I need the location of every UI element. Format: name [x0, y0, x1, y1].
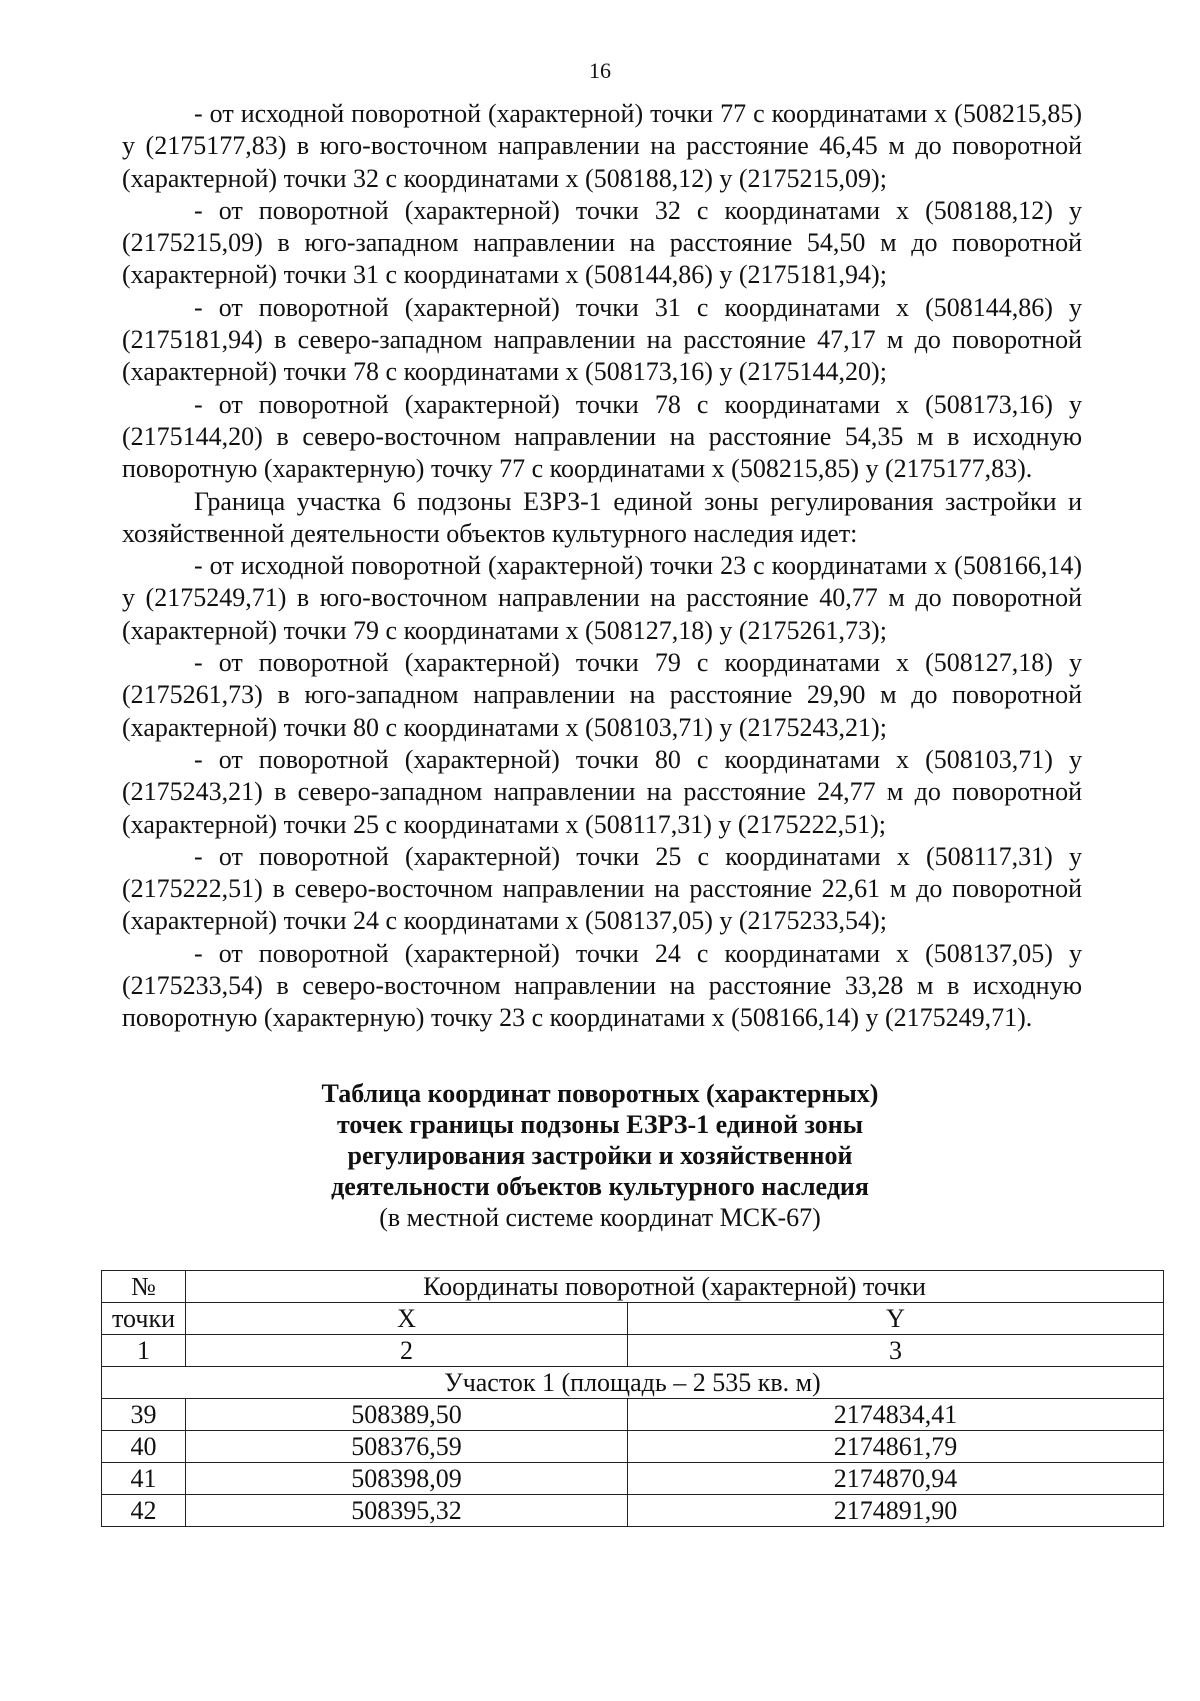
coord-x: 508398,09 — [186, 1463, 628, 1495]
table-header-row — [102, 1303, 1164, 1335]
table-row — [102, 1463, 1164, 1495]
header-y: Y — [628, 1303, 1164, 1335]
table-title-line: регулирования застройки и хозяйственной — [347, 1141, 853, 1170]
header-point-number-label: точки — [102, 1303, 186, 1335]
paragraph: - от поворотной (характерной) точки 24 с координатами х (508137,05) у (2175233,54) в северо-восточном направлении на расстояние 33,28 м в исходную поворотную (характерную) точку 23 с координатами х (508166,14) у (2175249,71). — [122, 938, 1082, 1033]
paragraph: - от поворотной (характерной) точки 32 с координатами х (508188,12) у (2175215,09) в юго-западном направлении на расстояние 54,50 м до поворотной (характерной) точки 31 с координатами х (508144,86) у (2175181,94); — [122, 195, 1082, 290]
table-row — [102, 1399, 1164, 1431]
coord-x: 508376,59 — [186, 1431, 628, 1463]
coord-y: 2174834,41 — [628, 1399, 1164, 1431]
coord-y: 2174870,94 — [628, 1463, 1164, 1495]
paragraph: - от исходной поворотной (характерной) точки 23 с координатами х (508166,14) у (2175249,71) в юго-восточном направлении на расстояние 40,77 м до поворотной (характерной) точки 79 с координатами х (508127,18) у (2175261,73); — [122, 551, 1082, 645]
column-number: 1 — [102, 1335, 186, 1367]
coord-y: 2174891,90 — [628, 1495, 1164, 1527]
paragraph: Граница участка 6 подзоны ЕЗРЗ-1 единой зоны регулирования застройки и хозяйственной деятельности объектов культурного наследия идет: — [122, 486, 1082, 548]
paragraph: - от поворотной (характерной) точки 25 с координатами х (508117,31) у (2175222,51) в северо-восточном направлении на расстояние 22,61 м до поворотной (характерной) точки 24 с координатами х (508137,05) у (2175233,54); — [122, 841, 1082, 936]
point-number: 39 — [102, 1399, 186, 1431]
paragraph: - от поворотной (характерной) точки 31 с координатами х (508144,86) у (2175181,94) в северо-западном направлении на расстояние 47,17 м до поворотной (характерной) точки 78 с координатами х (508173,16) у (2175144,20); — [122, 292, 1082, 387]
table-heading — [0, 1078, 1200, 1233]
coord-y: 2174861,79 — [628, 1431, 1164, 1463]
header-x: X — [186, 1303, 628, 1335]
section-row — [102, 1367, 1164, 1399]
coord-x: 508389,50 — [186, 1399, 628, 1431]
coordinates-table — [101, 1270, 1164, 1527]
column-number: 2 — [186, 1335, 628, 1367]
point-number: 40 — [102, 1431, 186, 1463]
section-label: Участок 1 (площадь – 2 535 кв. м) — [102, 1367, 1164, 1399]
column-number: 3 — [628, 1335, 1164, 1367]
header-coordinates: Координаты поворотной (характерной) точки — [186, 1271, 1164, 1303]
table-title-line: точек границы подзоны ЕЗРЗ-1 единой зоны — [336, 1110, 864, 1139]
point-number: 41 — [102, 1463, 186, 1495]
paragraph: - от поворотной (характерной) точки 78 с координатами х (508173,16) у (2175144,20) в северо-восточном направлении на расстояние 54,35 м в исходную поворотную (характерную) точку 77 с координатами х (508215,85) у (2175177,83). — [122, 389, 1082, 484]
table-row — [102, 1431, 1164, 1463]
table-title-line: Таблица координат поворотных (характерных) — [321, 1079, 879, 1108]
table-header-row — [102, 1271, 1164, 1303]
header-point-number: № — [102, 1271, 186, 1303]
page-number: 16 — [589, 58, 611, 83]
paragraph: - от поворотной (характерной) точки 80 с координатами х (508103,71) у (2175243,21) в северо-западном направлении на расстояние 24,77 м до поворотной (характерной) точки 25 с координатами х (508117,31) у (2175222,51); — [122, 744, 1082, 839]
paragraph: - от исходной поворотной (характерной) точки 77 с координатами х (508215,85) у (2175177,83) в юго-восточном направлении на расстояние 46,45 м до поворотной (характерной) точки 32 с координатами х (508188,12) у (2175215,09); — [122, 99, 1082, 193]
point-number: 42 — [102, 1495, 186, 1527]
column-numbers-row — [102, 1335, 1164, 1367]
table-subtitle: (в местной системе координат МСК-67) — [379, 1203, 821, 1232]
table-title-line: деятельности объектов культурного наследия — [331, 1172, 869, 1201]
boundary-description — [122, 98, 1082, 1035]
table-row — [102, 1495, 1164, 1527]
coord-x: 508395,32 — [186, 1495, 628, 1527]
paragraph: - от поворотной (характерной) точки 79 с координатами х (508127,18) у (2175261,73) в юго-западном направлении на расстояние 29,90 м до поворотной (характерной) точки 80 с координатами х (508103,71) у (2175243,21); — [122, 648, 1082, 742]
